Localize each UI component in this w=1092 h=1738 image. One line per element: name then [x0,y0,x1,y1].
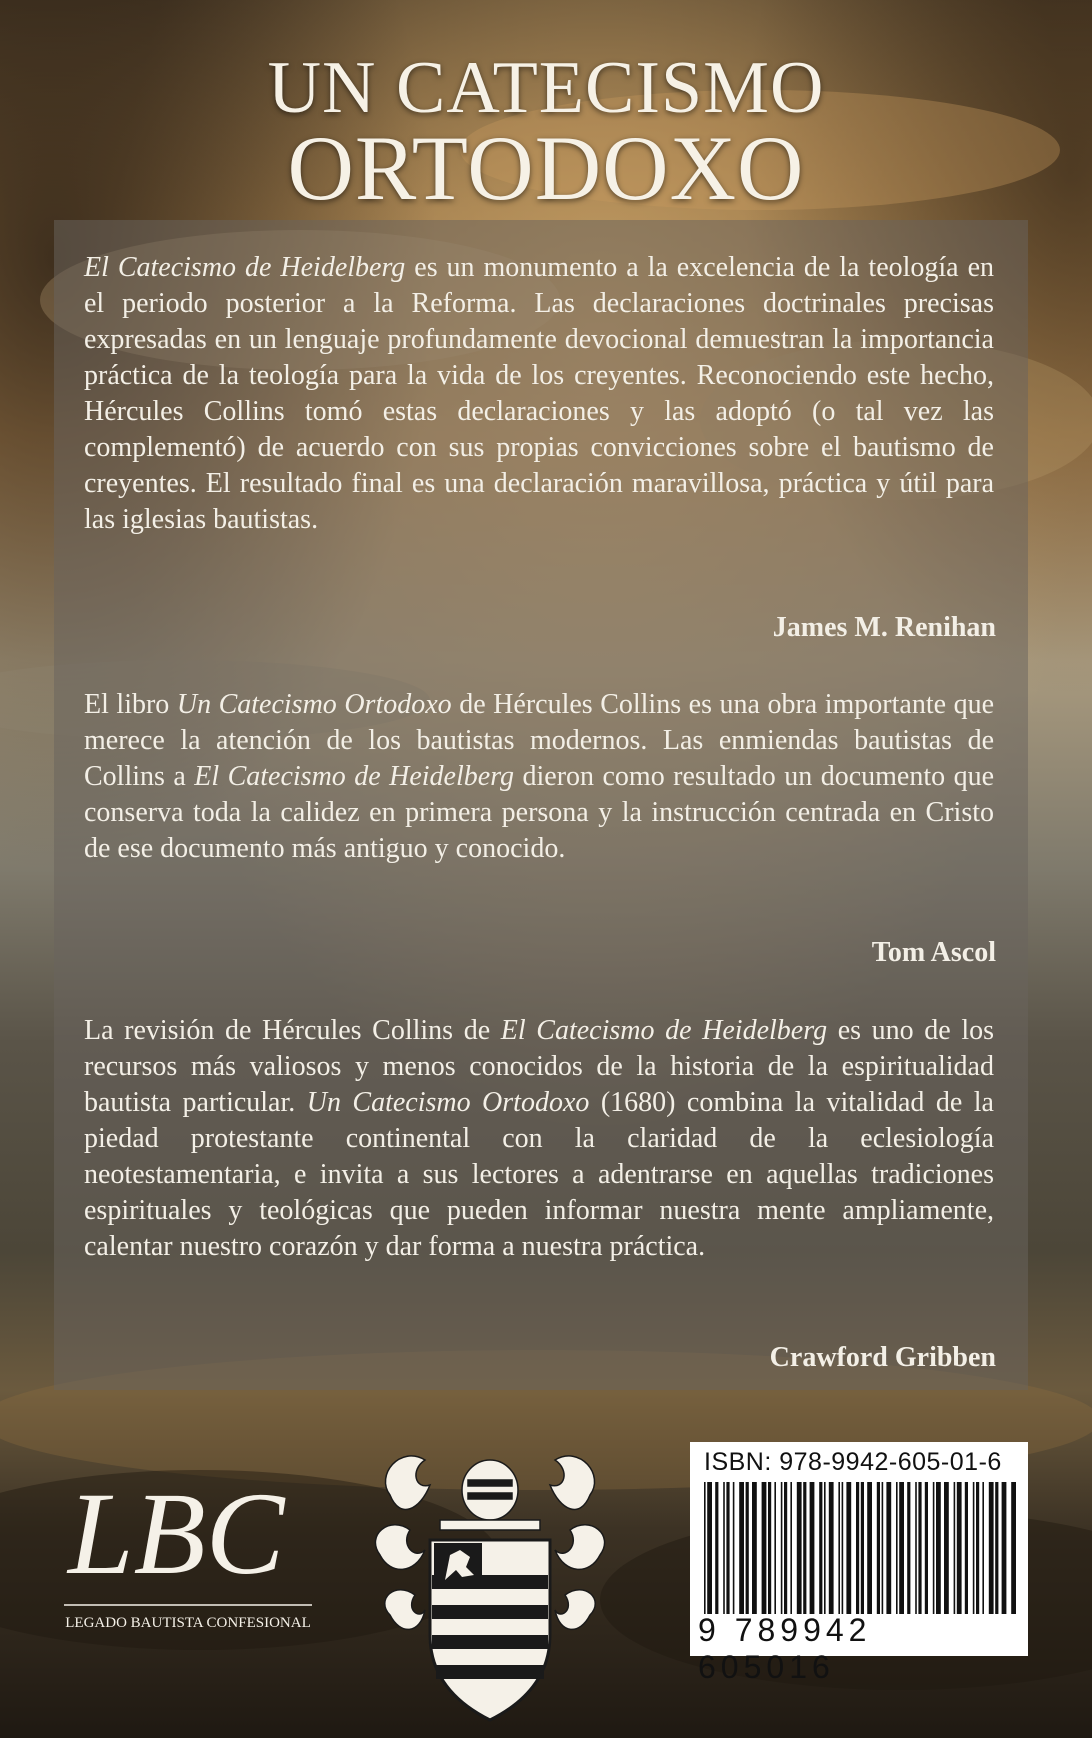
italic-title-text: Un Catecismo Ortodoxo [176,689,452,720]
publisher-logo [58,1455,318,1645]
endorsement-text-segment: es uno de los recursos más valiosos y menos conocidos de la historia de la espiritualidad bautista particular. [84,1015,995,1118]
barcode-bar [886,1482,891,1614]
barcode-bar [925,1482,928,1614]
barcode-bar [856,1482,859,1614]
barcode-bar [976,1482,979,1614]
endorsement-text [84,250,994,538]
barcode-bar [882,1482,884,1614]
italic-title-text: Un Catecismo Ortodoxo [306,1087,590,1118]
barcode-bar [918,1482,921,1614]
barcode-bar [774,1482,776,1614]
barcode-bar [819,1482,822,1614]
barcode-bar [965,1482,968,1614]
book-title-line1: UN CATECISMO [267,47,825,129]
barcode-bar [762,1482,767,1614]
barcode-bar [1002,1482,1007,1614]
barcode-bar [824,1482,826,1614]
barcode-bar [746,1482,749,1614]
barcode-bar [752,1482,757,1614]
barcode-bar [982,1482,984,1614]
isbn-label: ISBN: 978-9942-605-01-6 [704,1448,1002,1476]
barcode-bar [707,1482,712,1614]
barcode-bar [810,1482,815,1614]
barcode-bar [907,1482,910,1614]
barcode-bar [867,1482,872,1614]
barcode-bar [899,1482,904,1614]
book-title-line2: ORTODOXO [287,117,805,219]
barcode-bar [733,1482,735,1614]
barcode-bar [1011,1482,1016,1614]
endorsement-text-segment: La revisión de Hércules Collins de [84,1015,501,1046]
barcode-bar [739,1482,744,1614]
barcode-bar [768,1482,771,1614]
endorsement-text-segment: dieron como resultado un documento que conserva toda la calidez en primera persona y la instrucción centrada en Cristo de ese documento más antiguo y conocido. [84,761,995,864]
endorsement-text-segment: de Hércules Collins es una obra importante que merece la atención de los bautistas modernos. Las enmiendas bautistas de Collins a [84,689,995,792]
barcode-bar [797,1482,802,1614]
endorsement-text [84,1013,994,1265]
barcode-bar [973,1482,975,1614]
barcode-bar [846,1482,851,1614]
barcode-bar [726,1482,729,1614]
publisher-name: LEGADO BAUTISTA CONFESIONAL [65,1615,311,1631]
isbn-barcode [690,1442,1028,1685]
barcode-bar [715,1482,718,1614]
barcode-bars [700,1482,1018,1614]
barcode-bar [723,1482,725,1614]
barcode-bar [861,1482,864,1614]
endorsement-author: Crawford Gribben [769,1342,996,1373]
italic-title-text: El Catecismo de Heidelberg [84,252,406,283]
barcode-bar [896,1482,898,1614]
endorsement-author: James M. Renihan [772,612,996,643]
barcode-bar [803,1482,806,1614]
barcode-bar [790,1482,792,1614]
italic-title-text: El Catecismo de Heidelberg [500,1015,828,1046]
endorsement-text [84,687,994,867]
barcode-bar [954,1482,956,1614]
barcode-bar [944,1482,949,1614]
publisher-logo-letters: LBC [68,1468,285,1599]
barcode-bar [784,1482,787,1614]
barcode-bar [933,1482,935,1614]
endorsement-author: Tom Ascol [871,937,996,968]
barcode-bar [995,1482,998,1614]
barcode-bar [704,1482,706,1614]
endorsement-text-segment: El libro [84,689,177,720]
barcode-bar [877,1482,880,1614]
barcode-bar [957,1482,962,1614]
barcode-bar [915,1482,917,1614]
barcode-bar [781,1482,783,1614]
barcode-digits: 9 789942 605016 [698,1612,872,1685]
coat-of-arms-icon [370,1435,610,1725]
barcode-bar [838,1482,840,1614]
endorsement-text-segment: (1680) combina la vitalidad de la piedad protestante continental con la claridad de la eclesiología neotestamentaria, e invita a sus lectores a adentrarse en aquellas tradiciones espirituales y teológicas que pueden informar nuestra mente ampliamente, calentar nuestro corazón y dar forma a nuestra práctica. [84,1087,994,1262]
endorsement-text-segment: es un monumento a la excelencia de la teología en el periodo posterior a la Reforma. Las declaraciones doctrinales precisas expresadas en un lenguaje profundamente devocional demuestran la importancia práctica de la teología para la vida de los creyentes. Reconociendo este hecho, Hércules Collins tomó estas declaraciones y las adoptó (o tal vez las complementó) de acuerdo con sus propias convicciones sobre el bautismo de creyentes. El resultado final es una declaración maravillosa, práctica y útil para las iglesias bautistas. [84,252,994,535]
italic-title-text: El Catecismo de Heidelberg [194,761,515,792]
barcode-bar [842,1482,844,1614]
barcode-bar [829,1482,834,1614]
barcode-bar [989,1482,994,1614]
barcode-bar [936,1482,941,1614]
